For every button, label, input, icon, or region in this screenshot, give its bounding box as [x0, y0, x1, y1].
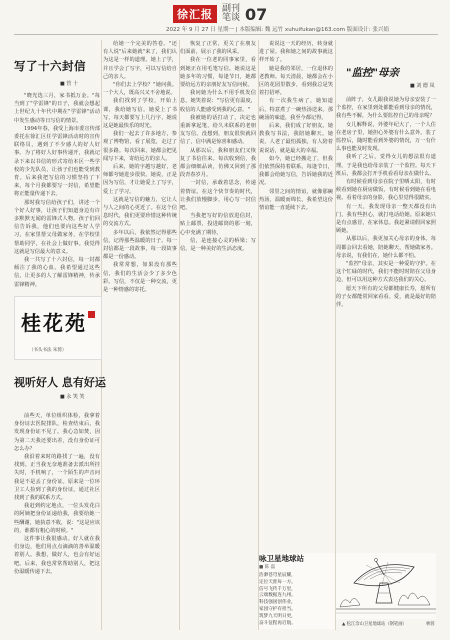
- paragraph: 我一共写了十六封信，每一封都倾注了我的心血。我希望通过这些信，让更多的人了解雷锋精神，传承雷锋精神。: [14, 257, 100, 288]
- paragraph: 多年以后，我依然记得那些信，记得那些温暖的日子。每一封信都是一段故事，每一段故事都是一份感动。: [103, 229, 177, 261]
- column-divider: [179, 40, 180, 630]
- satellite-dish-illustration: [336, 553, 436, 631]
- paragraph: "晓光选三月，家书抵万金。"每当到了"学雷锋"的日子，我就会想起上世纪九十年代中期在"学雷锋"活动中发生感动等日写信的情景。: [14, 93, 100, 124]
- article-c-body: [336, 96, 436, 626]
- paragraph: 我在一位老的同事家里，看到她正在用毛笔写信。她说这是她多年的习惯，每逢节日，她都要给远方的亲朋好友写信问候。: [180, 57, 256, 89]
- poem-line: 奋斗征程再启航。: [259, 620, 296, 626]
- calligraphy-artwork: [14, 296, 102, 360]
- section-name: 副刊: [222, 4, 241, 14]
- paragraph: 那时我写信给孩子们，讲述一个个好人好事，让孩子们知道身边有许多默默无闻的雷锋式人物。孩子们回信告诉我，他们也要向这些好人学习，在家里帮父母做家务，在学校里帮助同学，在社会上做好事。我觉得这就是写信最大的意义。: [14, 199, 100, 255]
- seal-stamp: [88, 311, 95, 318]
- paragraph: 我赶到约定地点，一位头发花白的阿姨把身份证递给我，我要给她一些酬谢，她执意不收，说："这是应该的，谁都有粗心的时候。": [14, 503, 100, 534]
- paragraph: 从那以后，我更加关心母亲的身体。每周都会回去看她，陪她聊天，帮她做家务。母亲说，有我们在，她什么都不怕。: [336, 236, 436, 259]
- paragraph: 这件事让我很感动。好人就在我们身边，他们用点点滴滴的善举温暖着别人。我想，做好人，也会有好运吧。后来，我也常常帮助别人，把这份温暖传递下去。: [14, 536, 100, 575]
- paragraph: 她是我的邻居，一位退休的老教师。每天清晨，她都会在小区的花园里散步，看到我总是笑着打招呼。: [259, 65, 333, 97]
- paragraph: 我听了之后，觉得女儿的想法很有道理。于是我也给母亲装了一个监控。每天下班后，我都会打开手机看看母亲在做什么。: [336, 154, 436, 177]
- poem-line: 家园守护有担当。: [259, 606, 296, 612]
- paragraph: 从那以后，我和朋友们又恢复了书信往来。每次收到信，我都会细细品读，仿佛又回到了那段青春岁月。: [180, 147, 256, 179]
- poem-line: 信号飞传千万里，: [259, 586, 296, 592]
- page-header: [0, 0, 450, 36]
- page-number: 07: [245, 4, 268, 24]
- paragraph: 有一天，我发现母亲一整天都没有出门，我有些担心，就打电话给她。原来她只是有点感冒，在家休息。我赶紧请假回家照顾她。: [336, 203, 436, 235]
- calligraphy-caption: （书头书法 朱猗）: [29, 348, 67, 353]
- column-divider: [258, 40, 259, 630]
- paragraph: 后来，她的字越写越好，老师都夸她进步很快。她说，正是因为写信，才让她爱上了写字，爱上了学习。: [103, 164, 177, 195]
- poem-line: 科技强国创伟业，: [259, 600, 296, 606]
- column-divider: [335, 40, 336, 630]
- poem-lines: [259, 573, 335, 627]
- article-a-title: 写了十六封信: [14, 59, 86, 73]
- poem-title: 咏卫星地球站: [259, 554, 304, 563]
- article-b-body: [14, 412, 100, 630]
- masthead: [173, 4, 267, 24]
- article-c-author: ■ 刘 德 凤: [410, 83, 435, 89]
- article-a-author: ■ 管 十: [60, 81, 78, 87]
- column-3-body: [180, 40, 256, 630]
- paragraph: 有时候看到母亲在院子里晒太阳，有时候看到她在厨房做饭，有时候看到她在看电视。看着母亲的身影，我心里觉得很踏实。: [336, 179, 436, 202]
- article-b-title: 视听好人 息有好运: [14, 376, 106, 389]
- paragraph: 1994年春，我受上海市委宣传部委托在徐汇区任学雷锋活动时的宣传联络员，遇到了不少感人的好人好事。为了将好人好事传递开，我就记录下来以书信的形式寄给本区一些学校的少先队员，让孩子们也能受到教育。后来我把写信的习惯坚持了下来，每个月我都要写一封信，希望能将正能量传递下去。: [14, 125, 100, 198]
- paragraph: 信，是连接心灵的桥梁；写信，是一种美好的生活态度。: [180, 237, 256, 253]
- article-c-title: "监控"母亲: [346, 67, 399, 79]
- illustration-credit: 林蓉: [426, 622, 435, 627]
- paragraph: 邻里之间的情谊，就像那碗热汤，温暖而绵长。我希望这份情谊能一直延续下去。: [259, 188, 333, 212]
- paragraph: 我们一起去了许多地方，参观了博物馆，看了展览，走过了很多路。每次回来，她都会把见闻写下来，寄给远方的亲人。: [103, 131, 177, 162]
- paragraph: 我常常想，如果没有那些信，我们的生活会少了多少色彩。写信，不仅是一种交流，更是一种情感的寄托。: [103, 262, 177, 294]
- column-4-body: [259, 40, 333, 550]
- illustration-caption: ▲ 松江佘山卫星地球站（钢笔画）: [342, 622, 407, 627]
- paragraph: 一封信，承载着思念，传递着情谊。在这个快节奏的时代，让我们放慢脚步，用心写一封信吧。: [180, 180, 256, 212]
- paragraph: 我们找到了学校，开始上课，我给她写信。她爱上了书写，每天都要写上几行字，她说这是她最快乐的时光。: [103, 98, 177, 130]
- section-sub: 笔谈: [222, 13, 241, 23]
- paragraph: 这就是写信的魅力，它让人与人之间的心更近了。在这个信息时代，我们更要珍惜这种传统的交流方式。: [103, 196, 177, 228]
- paragraph: 给她一个完美的答卷。"还有人说"后来她就"来了，我们认为这是一样的道理。她上了学，并且学会了写字，可以写信给自己的亲人。: [103, 41, 177, 80]
- paragraph: 前阵子，女儿跟我说她为母亲安装了一个监控，在家里到处都能看到母亲的情况，我有些不解，为什么要监控自己的母亲呢？: [336, 97, 436, 120]
- paragraph: 当我把写好的信放进信封，贴上邮票，投进邮筒的那一刻，心中充满了期待。: [180, 213, 256, 236]
- issue-meta: 2022 年 9 月 27 日 星期一 | 本版编辑: 魏 远竹 xuhuifukan@163.com 版面设计: 张兴娟: [166, 27, 389, 33]
- paragraph: 我被她的话打动了，决定也重新拿起笔，给久未联系的老朋友写信。没想到，朋友很快就回信了，信中满是惊喜和感动。: [180, 114, 256, 146]
- masthead-name: 徐汇报: [173, 5, 217, 23]
- article-a-body: [14, 92, 100, 289]
- poem-line: 筑梦九天明日更，: [259, 613, 296, 619]
- poem-line: 定位天涯每一方。: [259, 579, 296, 585]
- calligraphy-text: 桂花苑: [21, 311, 87, 335]
- paragraph: 恢复了正常，更关了在朋友们面前，展示了我的风采。: [180, 41, 256, 56]
- paragraph: 我问她为什么不用手机发信息，她笑着说："写信更有温度，收信的人能感受到我的心意。": [180, 90, 256, 113]
- column-2-body: [103, 40, 177, 630]
- paragraph: "监控"母亲，其实是一种爱的守护。在这个忙碌的时代，我们不能时时陪在父母身边，但可以用这种方式表达我们的关心。: [336, 261, 436, 284]
- poem-line: 浩渺苍穹星辰耀，: [259, 573, 296, 578]
- paragraph: 如今，她已经搬走了，但我们依然保持着联系。每逢节日，我都会给她写信，告诉她我的近况。: [259, 155, 333, 187]
- paragraph: "你们去上学校？"她问我。一个大人，既高兴又不舍地说。: [103, 82, 177, 97]
- satellite-dish-drawing: [336, 553, 436, 619]
- poem-block: [259, 553, 335, 629]
- paragraph: 前些天，单位组织体检，我拿着身份证去医院排队，检查结束后，我发现身份证不见了。我心急如焚，因为第二天我还要出差，没有身份证可怎么办？: [14, 413, 100, 452]
- paragraph: 后来，我们成了好朋友。她教我写书法，我陪她聊天。她说，人老了最怕孤独，有人陪着说说话，就是最大的幸福。: [259, 123, 333, 154]
- paragraph: 我沿着来时的路找了一遍，没有找到。正当我无奈地准备去派出所挂失时，手机响了，一个陌生的声音问我是不是丢了身份证。原来是一位环卫工人捡到了我的身份证，通过社区找到了我的联系方式。: [14, 454, 100, 502]
- poem-author: ■ 陈 磊: [259, 565, 276, 570]
- article-b-author: ■ 永 笑 笑: [60, 394, 85, 400]
- paragraph: 说说这一天的经历，转身就进了屋。我和她之间的故事就这样开始了。: [259, 41, 333, 64]
- poem-line: 云端数据连九州。: [259, 593, 296, 599]
- header-rule: [14, 34, 438, 35]
- section-label: [222, 5, 240, 23]
- paragraph: 愿天下所有的父母都健康长寿，愿所有的子女都能常回家看看。爱，就是最好的陪伴。: [336, 285, 436, 309]
- paragraph: 有一次我生病了，她知道后，特意煮了一碗热汤送来。那碗汤的味道，我至今都记得。: [259, 98, 333, 121]
- paragraph: 女儿解释说，外婆年纪大了，一个人住在老房子里，她担心外婆有什么意外。装了监控后，随时能看到外婆的情况，万一有什么事也能及时发现。: [336, 121, 436, 153]
